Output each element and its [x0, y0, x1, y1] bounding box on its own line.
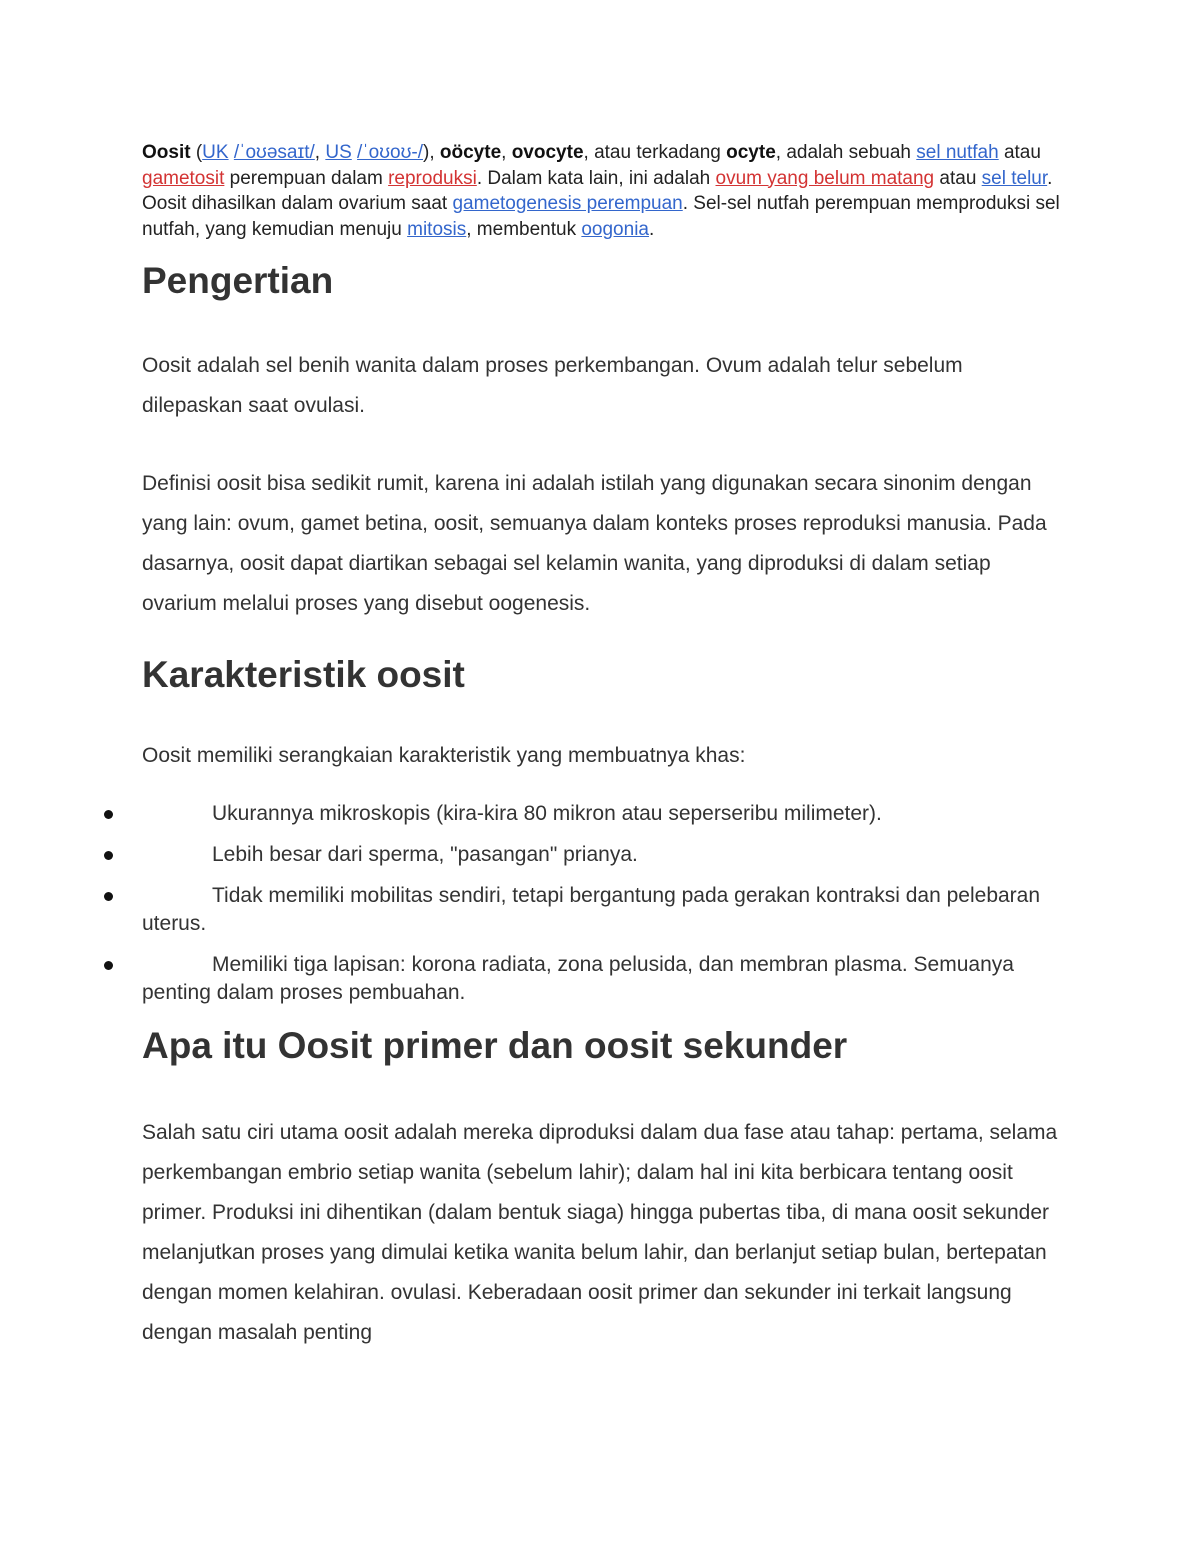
- link-mitosis[interactable]: mitosis: [407, 218, 467, 240]
- term-oosit: Oosit: [142, 142, 191, 163]
- term-ocyte: ocyte: [726, 142, 776, 163]
- bullet-icon: [104, 892, 113, 901]
- karakteristik-intro: Oosit memiliki serangkaian karakteristik yang membuatnya khas:: [142, 744, 746, 767]
- heading-karakteristik: Karakteristik oosit: [142, 654, 465, 695]
- intro-paragraph: Oosit (UK /ˈoʊəsaɪt/, US /ˈoʊoʊ-/), oöcyte, ovocyte, atau terkadang ocyte, adalah sebuah sel nutfah atau gametosit perempuan dalam reproduksi. Dalam kata lain, ini adalah ovum yang belum matang atau sel telur. Oosit dihasilkan dalam ovarium saat gametogenesis perempuan. Sel-sel nutfah perempuan memproduksi sel nutfah, yang kemudian menuju mitosis, membentuk oogonia.: [142, 142, 1060, 240]
- link-uk[interactable]: UK: [202, 142, 229, 163]
- pengertian-para-2: Definisi oosit bisa sedikit rumit, karena ini adalah istilah yang digunakan secara sinonim dengan yang lain: ovum, gamet betina, oosit, semuanya dalam konteks proses reproduksi manusia. Pada dasarnya, oosit dapat diartikan sebagai sel kelamin wanita, yang diproduksi di dalam setiap ovarium melalui proses yang disebut oogenesis.: [142, 472, 1047, 615]
- pengertian-para-1: Oosit adalah sel benih wanita dalam proses perkembangan. Ovum adalah telur sebelum dilepaskan saat ovulasi.: [142, 354, 963, 417]
- link-ovum-belum-matang[interactable]: ovum yang belum matang: [715, 167, 935, 189]
- link-uk-ipa[interactable]: /ˈoʊəsaɪt/: [233, 142, 315, 163]
- link-us-ipa[interactable]: /ˈoʊoʊ-/: [357, 142, 423, 163]
- heading-oosit-primer-sekunder: Apa itu Oosit primer dan oosit sekunder: [142, 1025, 848, 1066]
- bullet-icon: [104, 851, 113, 860]
- list-item: Ukurannya mikroskopis (kira-kira 80 mikron atau seperseribu milimeter).: [142, 800, 1062, 828]
- list-item: Lebih besar dari sperma, "pasangan" prianya.: [142, 841, 1062, 869]
- list-item: Tidak memiliki mobilitas sendiri, tetapi bergantung pada gerakan kontraksi dan pelebaran uterus.: [142, 882, 1062, 938]
- link-gametosit[interactable]: gametosit: [142, 167, 225, 189]
- link-sel-telur[interactable]: sel telur: [981, 167, 1048, 189]
- link-reproduksi[interactable]: reproduksi: [388, 167, 477, 189]
- heading-pengertian: Pengertian: [142, 260, 334, 301]
- link-oogonia[interactable]: oogonia: [581, 218, 649, 240]
- bullet-icon: [104, 810, 113, 819]
- term-ovocyte: ovocyte: [511, 142, 584, 163]
- karakteristik-list: [142, 800, 1062, 1007]
- term-oocyte: oöcyte: [439, 142, 502, 163]
- list-item: Memiliki tiga lapisan: korona radiata, zona pelusida, dan membran plasma. Semuanya penting dalam proses pembuahan.: [142, 951, 1062, 1007]
- link-gametogenesis[interactable]: gametogenesis perempuan: [452, 193, 683, 214]
- bullet-icon: [104, 961, 113, 970]
- document-page: [142, 140, 1062, 1353]
- oosit-primer-para: Salah satu ciri utama oosit adalah mereka diproduksi dalam dua fase atau tahap: pertama, selama perkembangan embrio setiap wanita (sebelum lahir); dalam hal ini kita berbicara tentang oosit primer. Produksi ini dihentikan (dalam bentuk siaga) hingga pubertas tiba, di mana oosit sekunder melanjutkan proses yang dimulai ketika wanita belum lahir, dan berlanjut setiap bulan, bertepatan dengan momen kelahiran. ovulasi. Keberadaan oosit primer dan sekunder ini terkait langsung dengan masalah penting: [142, 1121, 1058, 1344]
- link-us[interactable]: US: [325, 142, 352, 163]
- link-sel-nutfah[interactable]: sel nutfah: [916, 142, 999, 163]
